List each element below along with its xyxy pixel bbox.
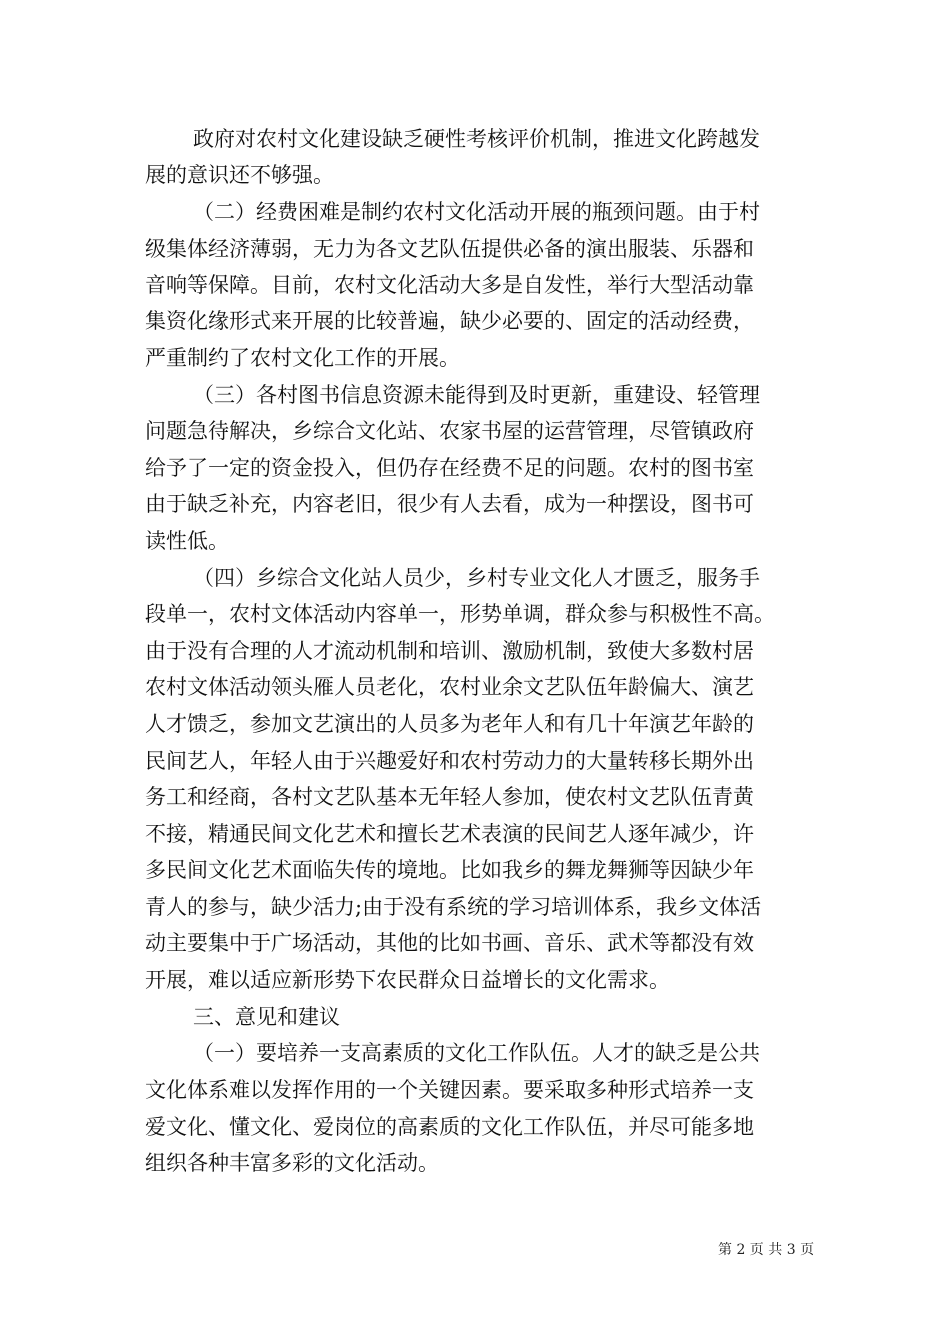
text-line-23: 动主要集中于广场活动，其他的比如书画、音乐、武术等都没有效: [145, 931, 754, 955]
text-line-26: （一）要培养一支高素质的文化工作队伍。人才的缺乏是公共: [193, 1041, 760, 1065]
text-line-17: 人才馈乏，参加文艺演出的人员多为老年人和有几十年演艺年龄的: [145, 712, 754, 736]
text-line-14: 段单一，农村文体活动内容单一，形势单调，群众参与积极性不高。: [145, 602, 775, 626]
text-line-15: 由于没有合理的人才流动机制和培训、激励机制，致使大多数村居: [145, 639, 754, 663]
section-heading: 三、意见和建议: [193, 1005, 340, 1029]
text-line-18: 民间艺人，年轻人由于兴趣爱好和农村劳动力的大量转移长期外出: [145, 749, 754, 773]
text-line-16: 农村文体活动领头雁人员老化，农村业余文艺队伍年龄偏大、演艺: [145, 675, 754, 699]
text-line-22: 青人的参与，缺少活力;由于没有系统的学习培训体系，我乡文体活: [145, 895, 762, 919]
text-line-7: 严重制约了农村文化工作的开展。: [145, 346, 460, 370]
text-line-1: 政府对农村文化建设缺乏硬性考核评价机制，推进文化跨越发: [193, 127, 760, 151]
text-line-5: 音响等保障。目前，农村文化活动大多是自发性，举行大型活动靠: [145, 273, 754, 297]
text-line-13: （四）乡综合文化站人员少，乡村专业文化人才匮乏，服务手: [193, 566, 760, 590]
text-line-27: 文化体系难以发挥作用的一个关键因素。要采取多种形式培养一支: [145, 1078, 754, 1102]
page-footer: 第 2 页 共 3 页: [718, 1242, 815, 1258]
text-line-29: 组织各种丰富多彩的文化活动。: [145, 1151, 439, 1175]
text-line-24: 开展，难以适应新形势下农民群众日益增长的文化需求。: [145, 968, 670, 992]
text-line-4: 级集体经济薄弱，无力为各文艺队伍提供必备的演出服装、乐器和: [145, 237, 754, 261]
text-line-11: 由于缺乏补充，内容老旧，很少有人去看，成为一种摆设，图书可: [145, 492, 754, 516]
text-line-8: （三）各村图书信息资源未能得到及时更新，重建设、轻管理: [193, 383, 760, 407]
text-line-6: 集资化缘形式来开展的比较普遍，缺少必要的、固定的活动经费，: [145, 309, 754, 333]
text-line-21: 多民间文化艺术面临失传的境地。比如我乡的舞龙舞狮等因缺少年: [145, 858, 754, 882]
text-line-12: 读性低。: [145, 529, 229, 553]
text-line-20: 不接，精通民间文化艺术和擅长艺术表演的民间艺人逐年减少，许: [145, 822, 754, 846]
text-line-28: 爱文化、懂文化、爱岗位的高素质的文化工作队伍，并尽可能多地: [145, 1115, 754, 1139]
text-line-3: （二）经费困难是制约农村文化活动开展的瓶颈问题。由于村: [193, 200, 760, 224]
text-line-19: 务工和经商，各村文艺队基本无年轻人参加，使农村文艺队伍青黄: [145, 785, 754, 809]
text-line-10: 给予了一定的资金投入，但仍存在经费不足的问题。农村的图书室: [145, 456, 754, 480]
text-line-9: 问题急待解决，乡综合文化站、农家书屋的运营管理，尽管镇政府: [145, 419, 754, 443]
text-line-2: 展的意识还不够强。: [145, 163, 334, 187]
